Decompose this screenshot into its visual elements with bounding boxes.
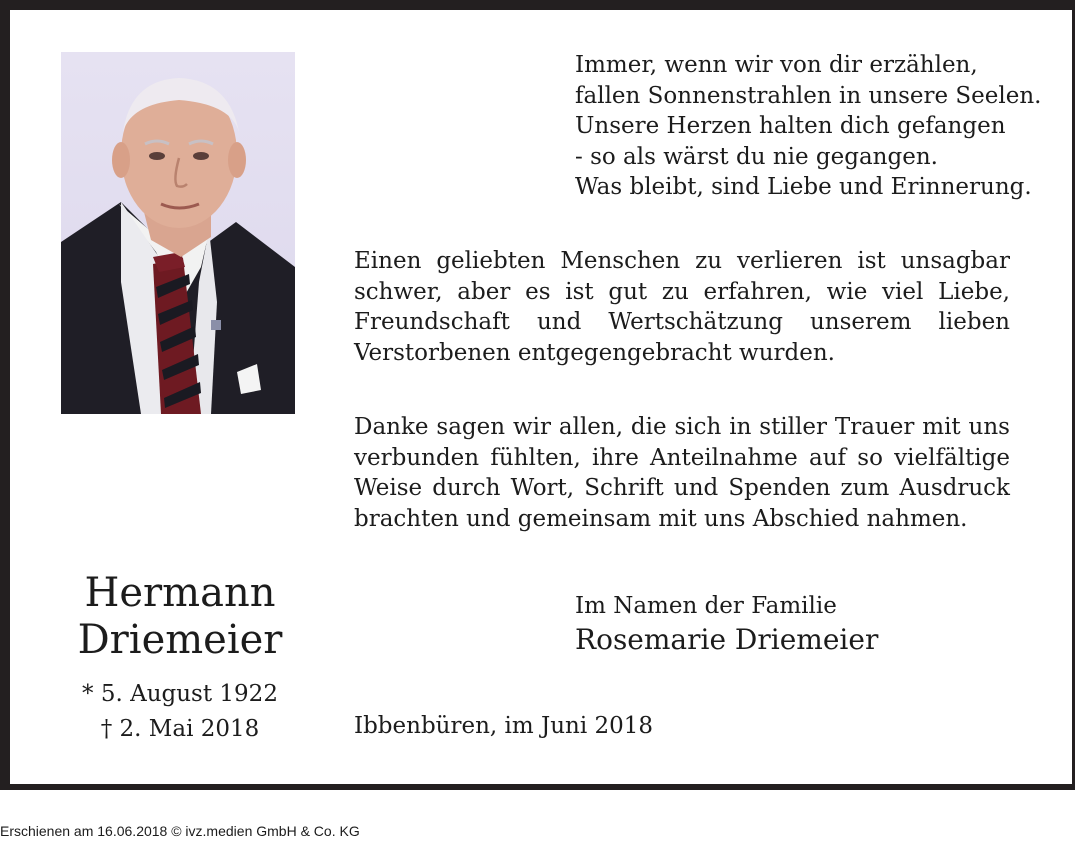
poem-line: Immer, wenn wir von dir erzählen, — [575, 52, 978, 78]
family-label: Im Namen der Familie — [575, 593, 837, 619]
poem-line: Was bleibt, sind Liebe und Erinnerung. — [575, 174, 1032, 200]
deceased-first-name: Hermann — [84, 570, 276, 616]
family-signatory: Rosemarie Driemeier — [575, 623, 879, 656]
poem-line: - so als wärst du nie gegangen. — [575, 143, 938, 170]
poem — [575, 50, 1042, 203]
deceased-name — [70, 570, 290, 664]
deceased-last-name: Driemeier — [77, 617, 283, 663]
birth-date: * 5. August 1922 — [82, 681, 278, 707]
thanks-paragraph: Danke sagen wir allen, die sich in stiller Trauer mit uns verbunden fühlten, ihre Anteilnahme auf so vielfältige Weise durch Wort, Schrift und Spenden zum Ausdruck brachten und gemeinsam mit uns Abschied nahmen. — [354, 414, 1010, 532]
poem-line: Unsere Herzen halten dich gefangen — [575, 113, 1006, 139]
publication-footer: Erschienen am 16.06.2018 © ivz.medien GmbH & Co. KG — [0, 823, 360, 839]
place-and-date: Ibbenbüren, im Juni 2018 — [354, 713, 654, 739]
condolence-paragraph: Einen geliebten Menschen zu verlieren ist unsagbar schwer, aber es ist gut zu erfahren, wie viel Liebe, Freundschaft und Wertschätzung unserem lieben Verstorbenen entgegengebracht wurden. — [354, 248, 1010, 366]
portrait-photo — [61, 52, 295, 414]
life-dates — [70, 677, 290, 747]
death-date: † 2. Mai 2018 — [100, 716, 260, 742]
poem-line: fallen Sonnenstrahlen in unsere Seelen. — [575, 82, 1042, 109]
